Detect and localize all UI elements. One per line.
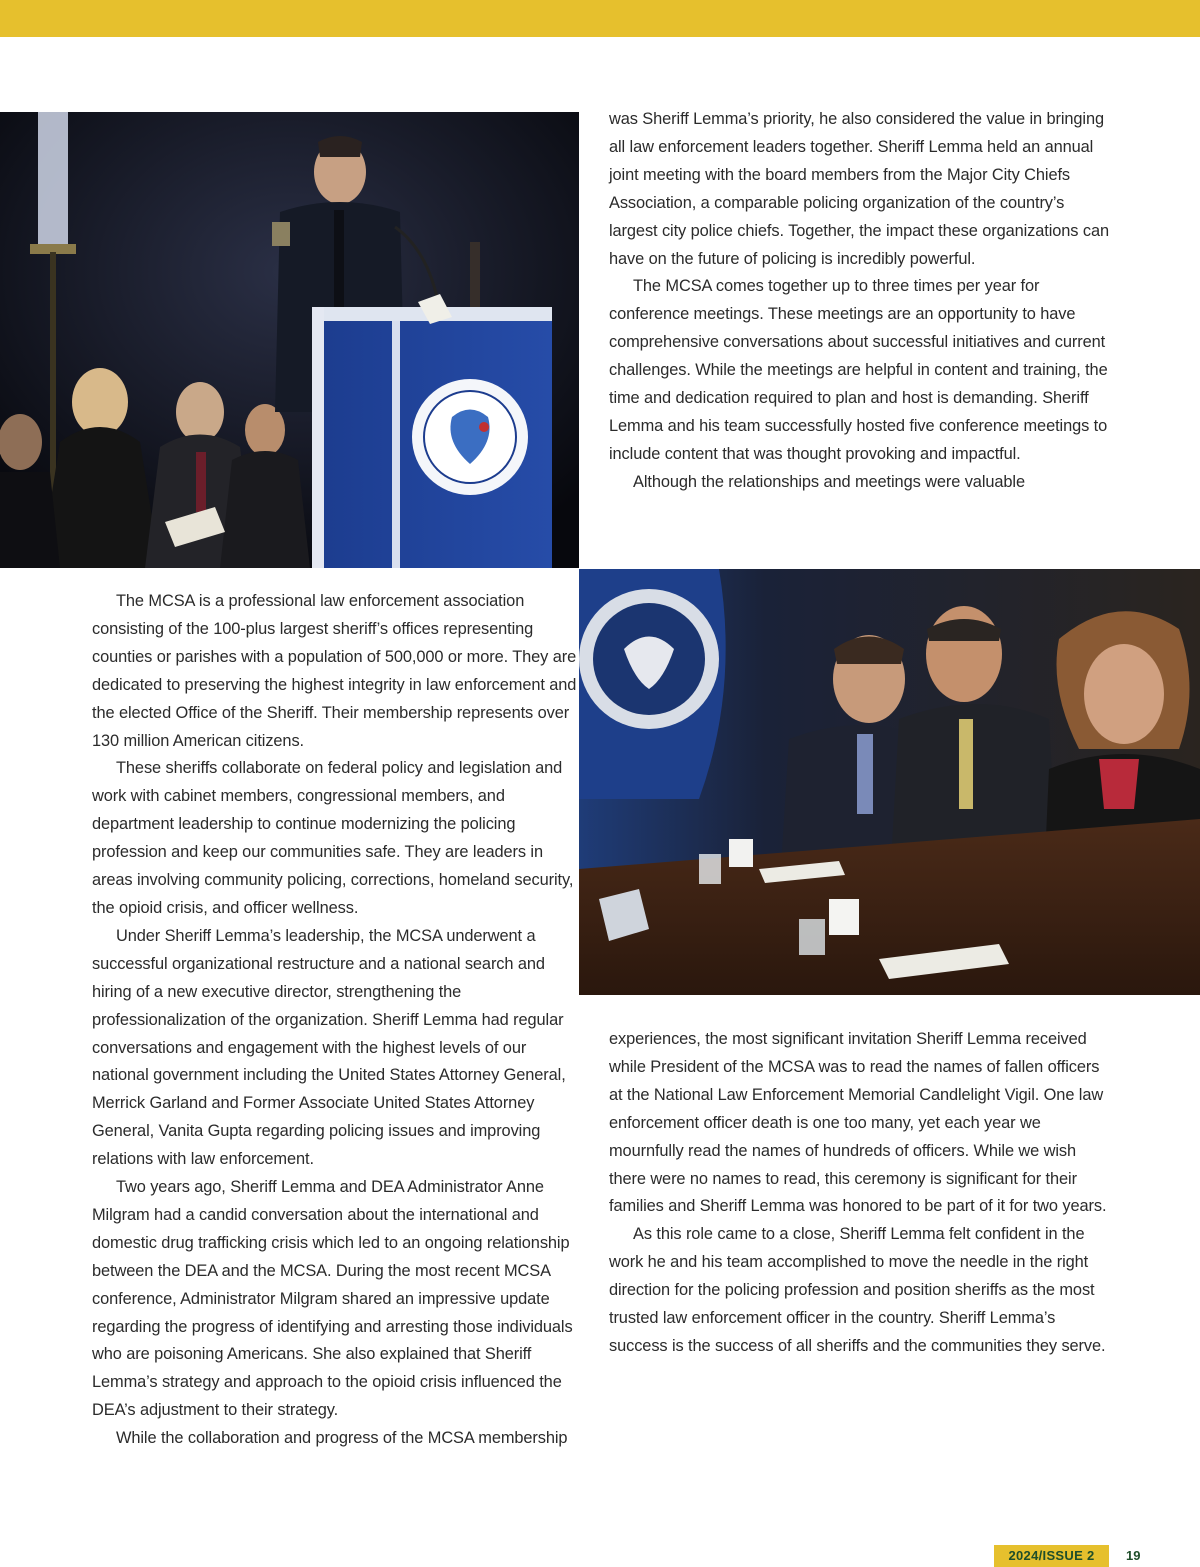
article-column-left	[92, 588, 579, 1453]
podium-photo-illustration	[0, 112, 579, 568]
issue-label: 2024/ISSUE 2	[994, 1545, 1109, 1567]
article-paragraph: Under Sheriff Lemma’s leadership, the MCSA underwent a successful organizational restructure and a national search and hiring of a new executive director, strengthening the professionalization of the organization. Sheriff Lemma had regular conversations and engagement with the highest levels of our national government including the United States Attorney General, Merrick Garland and Former Associate United States Attorney General, Vanita Gupta regarding policing issues and improving relations with law enforcement.	[92, 926, 566, 1169]
article-column-right-top	[609, 106, 1109, 497]
article-paragraph: The MCSA comes together up to three times per year for conference meetings. These meetings are an opportunity to have comprehensive conversations about successful initiatives and current challenges. While the meetings are helpful in content and training, the time and dedication required to plan and host is demanding. Sheriff Lemma and his team successfully hosted five conference meetings to include content that was thought provoking and impactful.	[609, 277, 1108, 463]
article-paragraph: experiences, the most significant invitation Sheriff Lemma received while President of the MCSA was to read the names of fallen officers at the National Law Enforcement Memorial Candlelight Vigil. One law enforcement officer death is one too many, yet each year we mournfully read the names of hundreds of officers. While we wish there were no names to read, this ceremony is significant for their families and Sheriff Lemma was honored to be part of it for two years.	[609, 1030, 1107, 1216]
article-paragraph: was Sheriff Lemma’s priority, he also considered the value in bringing all law enforcement leaders together. Sheriff Lemma held an annual joint meeting with the board members from the Major City Chiefs Association, a comparable policing organization of the country’s largest city police chiefs. Together, the impact these organizations can have on the future of policing is incredibly powerful.	[609, 110, 1109, 268]
meeting-photo	[579, 569, 1200, 995]
article-paragraph: These sheriffs collaborate on federal policy and legislation and work with cabinet members, congressional members, and department leadership to continue modernizing the policing profession and keep our communities safe. They are leaders in areas involving community policing, corrections, homeland security, the opioid crisis, and officer wellness.	[92, 759, 574, 917]
meeting-photo-illustration	[579, 569, 1200, 995]
page-number: 19	[1126, 1548, 1141, 1563]
article-paragraph: The MCSA is a professional law enforcement association consisting of the 100-plus largest sheriff’s offices representing counties or parishes with a population of 500,000 or more. They are dedicated to preserving the highest integrity in law enforcement and the elected Office of the Sheriff. Their membership represents over 130 million American citizens.	[92, 592, 577, 750]
top-accent-bar	[0, 0, 1200, 37]
podium-photo	[0, 112, 579, 568]
article-paragraph: Two years ago, Sheriff Lemma and DEA Administrator Anne Milgram had a candid conversation about the international and domestic drug trafficking crisis which led to an ongoing relationship between the DEA and the MCSA. During the most recent MCSA conference, Administrator Milgram shared an impressive update regarding the progress of identifying and arresting those individuals who are poisoning Americans. She also explained that Sheriff Lemma’s strategy and approach to the opioid crisis influenced the DEA’s adjustment to their strategy.	[92, 1178, 573, 1420]
article-column-right-bottom	[609, 1026, 1109, 1361]
article-paragraph: As this role came to a close, Sheriff Lemma felt confident in the work he and his team accomplished to move the needle in the right direction for the policing profession and position sheriffs as the most trusted law enforcement officer in the country. Sheriff Lemma’s success is the success of all sheriffs and the communities they serve.	[609, 1225, 1106, 1355]
article-paragraph: While the collaboration and progress of the MCSA membership	[116, 1429, 568, 1448]
article-paragraph: Although the relationships and meetings were valuable	[633, 472, 1025, 491]
